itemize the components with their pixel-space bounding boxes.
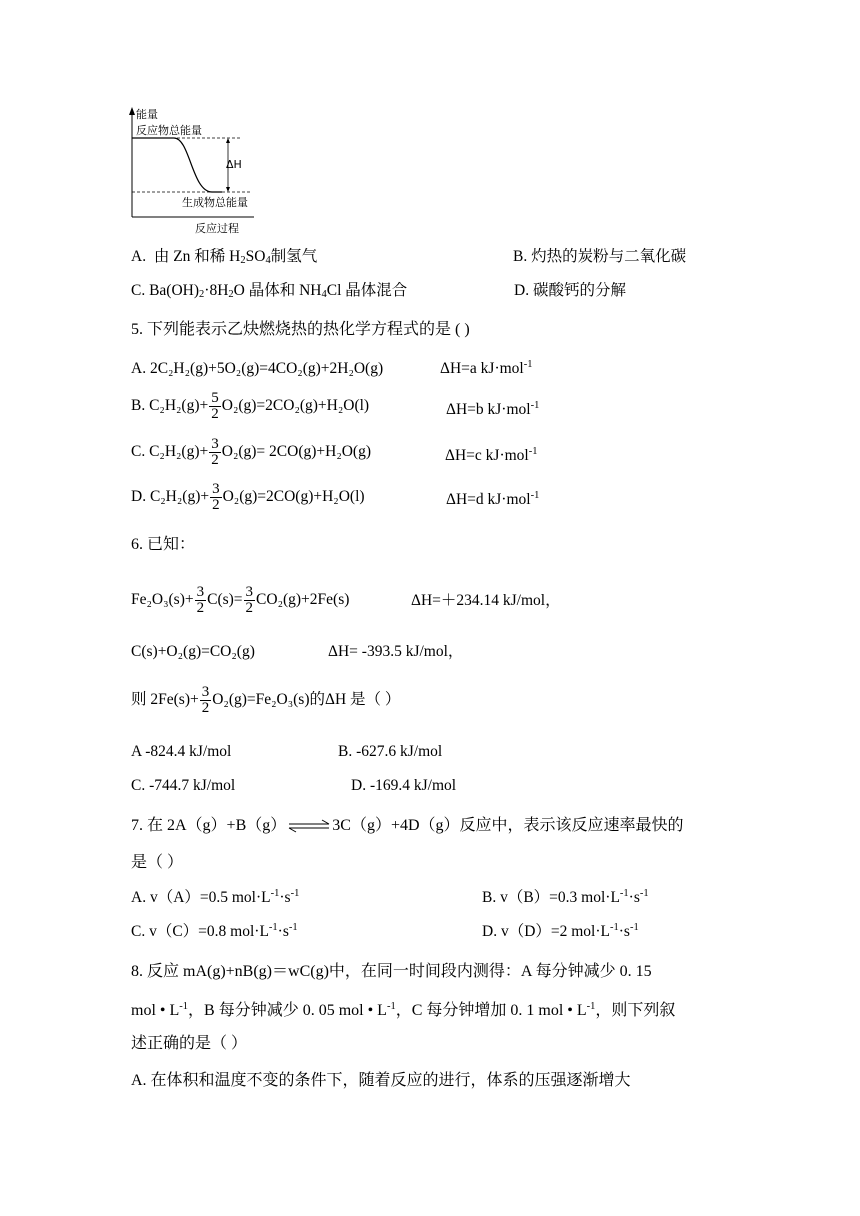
- q4-a-sub1: 2: [240, 255, 246, 266]
- q5-d-exp: -1: [530, 490, 540, 501]
- q7-d-tail: ·s: [618, 923, 630, 940]
- q6-option-b: B. -627.6 kJ/mol: [338, 743, 443, 760]
- q7-d-exp1: -1: [610, 922, 619, 933]
- q5-b-pre: B. C₂H₂(g)+: [131, 397, 209, 414]
- q6-eq1-frac2: [244, 585, 256, 616]
- q5-b-den: 2: [211, 405, 219, 422]
- q5-a-dh-text: ΔH=a kJ·mol: [440, 360, 524, 377]
- q6-ask-b: O₂(g)=Fe₂O₃(s)的ΔH 是（ ）: [212, 691, 401, 708]
- q6-equation-2-dh: ΔH= -393.5 kJ/mol，: [328, 643, 464, 660]
- q8-l2-exp2: -1: [386, 1001, 396, 1012]
- q5-option-a: [131, 359, 383, 379]
- q6-ask-den: 2: [201, 699, 210, 716]
- q6-eq1-c: CO₂(g)+2Fe(s): [256, 591, 350, 608]
- q5-d-den: 2: [212, 496, 220, 513]
- q5-option-a-dh: [440, 359, 532, 379]
- q5-b-exp: -1: [530, 400, 540, 411]
- q4-a-sub2: 4: [265, 255, 271, 266]
- reactant-label: 反应物总能量: [136, 124, 202, 137]
- q7-d-text: D. v（D）=2 mol·L: [482, 923, 610, 940]
- q6-equation-1-dh: ΔH=＋234.14 kJ/mol，: [411, 592, 561, 609]
- q7-c-exp1: -1: [268, 922, 278, 933]
- q5-b-num: 5: [211, 389, 219, 406]
- q7-a-tail: ·s: [279, 889, 291, 906]
- q6-ask-num: 3: [201, 683, 210, 700]
- q6-option-a: A -824.4 kJ/mol: [131, 743, 232, 760]
- q7-option-c: [131, 922, 298, 942]
- q8-l2-a: mol • L: [131, 1002, 180, 1019]
- q7-b-tail: ·s: [628, 889, 640, 906]
- q6-equation-1: [131, 584, 349, 616]
- q5-c-pre: C. C₂H₂(g)+: [131, 443, 209, 460]
- q5-b-dh-text: ΔH=b kJ·mol: [446, 401, 531, 418]
- q7-b-text: B. v（B）=0.3 mol·L: [482, 889, 620, 906]
- q8-l2-c: ，C 每分钟增加 0. 1 mol • L: [395, 1002, 587, 1019]
- q7-b-exp2: -1: [639, 888, 649, 899]
- q5-d-num: 3: [212, 480, 220, 497]
- q8-l2-b: ，B 每分钟减少 0. 05 mol • L: [188, 1002, 387, 1019]
- q7-c-exp2: -1: [288, 922, 298, 933]
- q5-option-d: [131, 481, 365, 513]
- q7-b-exp1: -1: [619, 888, 629, 899]
- q8-line1: 8. 反应 mA(g)+nB(g)＝wC(g)中，在同一时间段内测得：A 每分钟减少 0. 15: [131, 963, 652, 980]
- q5-a-eq: A. 2C₂H₂(g)+5O₂(g)=4CO₂(g)+2H₂O(g): [131, 360, 384, 377]
- q6-eq1-frac2-num: 3: [245, 583, 254, 600]
- q4-c-sub2: 2: [228, 289, 234, 300]
- q4-a-label: A.: [131, 248, 147, 265]
- q5-d-fraction: [210, 482, 222, 513]
- delta-h-label: ΔH: [226, 158, 242, 171]
- q6-eq1-frac1-num: 3: [196, 583, 205, 600]
- equilibrium-arrow-icon: [287, 819, 331, 833]
- q5-stem: 5. 下列能表示乙炔燃烧热的热化学方程式的是 ( ): [131, 321, 470, 338]
- q5-option-d-dh: [446, 490, 539, 510]
- q6-option-c: C. -744.7 kJ/mol: [131, 777, 236, 794]
- q7-stem-line1: [131, 816, 684, 836]
- y-axis-label: 能量: [136, 108, 158, 121]
- q8-l2-d: ，则下列叙: [595, 1002, 676, 1019]
- q6-eq1-frac1-den: 2: [196, 599, 205, 616]
- q5-c-post: O₂(g)= 2CO(g)+H₂O(g): [221, 443, 371, 460]
- q4-c-post: Cl 晶体混合: [326, 282, 408, 299]
- energy-curve: [132, 138, 222, 192]
- q5-c-fraction: [209, 437, 221, 468]
- q6-ask-fraction: [200, 685, 212, 716]
- q4-c-sub3: 4: [321, 289, 327, 300]
- q4-c-mid: ·8H: [204, 282, 229, 299]
- q4-a-mid: SO: [245, 248, 266, 265]
- q5-c-den: 2: [211, 451, 219, 468]
- q5-b-post: O₂(g)=2CO₂(g)+H₂O(l): [221, 397, 370, 414]
- q5-a-exp: -1: [523, 359, 533, 370]
- q5-option-b-dh: [446, 400, 539, 420]
- q4-option-a: [131, 247, 317, 267]
- q5-d-post: O₂(g)=2CO(g)+H₂O(l): [222, 488, 365, 505]
- q7-a-exp2: -1: [290, 888, 300, 899]
- delta-h-arrow-bottom: [226, 187, 230, 192]
- q5-b-fraction: [209, 391, 221, 422]
- q5-option-c-dh: [445, 446, 537, 466]
- q5-option-c: [131, 436, 371, 468]
- q4-c-pre: C. Ba(OH): [131, 282, 200, 299]
- q6-option-d: D. -169.4 kJ/mol: [351, 777, 457, 794]
- q7-option-d: [482, 922, 639, 942]
- q4-option-d: D. 碳酸钙的分解: [514, 282, 626, 299]
- q8-line3: 述正确的是（ ）: [131, 1035, 248, 1052]
- q7-a-exp1: -1: [270, 888, 280, 899]
- q6-eq1-b: C(s)=: [207, 591, 243, 608]
- q6-eq1-frac2-den: 2: [245, 599, 254, 616]
- q4-option-c: [131, 281, 407, 301]
- q7-stem-b: 3C（g）+4D（g）反应中，表示该反应速率最快的: [332, 817, 684, 834]
- q5-c-exp: -1: [528, 446, 538, 457]
- q6-eq1-a: Fe₂O₃(s)+: [131, 591, 194, 608]
- q7-a-text: A. v（A）=0.5 mol·L: [131, 889, 271, 906]
- q5-c-num: 3: [211, 435, 219, 452]
- q5-d-dh-text: ΔH=d kJ·mol: [446, 491, 531, 508]
- x-axis-label: 反应过程: [195, 222, 239, 235]
- q4-option-b: B. 灼热的炭粉与二氧化碳: [513, 248, 687, 265]
- q6-stem: 6. 已知：: [131, 536, 196, 553]
- q6-ask-a: 则 2Fe(s)+: [131, 691, 199, 708]
- q8-l2-exp1: -1: [179, 1001, 189, 1012]
- q5-d-pre: D. C₂H₂(g)+: [131, 488, 210, 505]
- delta-h-arrow-top: [226, 138, 230, 143]
- y-axis-arrow: [129, 107, 135, 115]
- product-label: 生成物总能量: [182, 196, 248, 209]
- q8-line2: [131, 1001, 675, 1021]
- energy-diagram: [122, 105, 262, 235]
- q7-c-text: C. v（C）=0.8 mol·L: [131, 923, 269, 940]
- q4-c-mid2: O 晶体和 NH: [233, 282, 322, 299]
- q8-l2-exp3: -1: [586, 1001, 596, 1012]
- q7-stem-line2: 是（ ）: [131, 854, 184, 871]
- q7-c-tail: ·s: [277, 923, 289, 940]
- q4-c-sub1: 2: [199, 289, 205, 300]
- q4-a-text: 由 Zn 和稀 H: [153, 248, 241, 265]
- q7-option-b: [482, 888, 649, 908]
- q7-option-a: [131, 888, 299, 908]
- q7-stem-a: 7. 在 2A（g）+B（g）: [131, 817, 287, 834]
- q4-a-post: 制氢气: [270, 248, 318, 265]
- q6-equation-2: C(s)+O₂(g)=CO₂(g): [131, 643, 255, 660]
- q7-d-exp2: -1: [629, 922, 639, 933]
- q5-c-dh-text: ΔH=c kJ·mol: [445, 447, 529, 464]
- q8-option-a: A. 在体积和温度不变的条件下，随着反应的进行，体系的压强逐渐增大: [131, 1072, 631, 1089]
- q6-eq1-frac1: [195, 585, 207, 616]
- q6-question: [131, 684, 400, 716]
- q5-option-b: [131, 390, 369, 422]
